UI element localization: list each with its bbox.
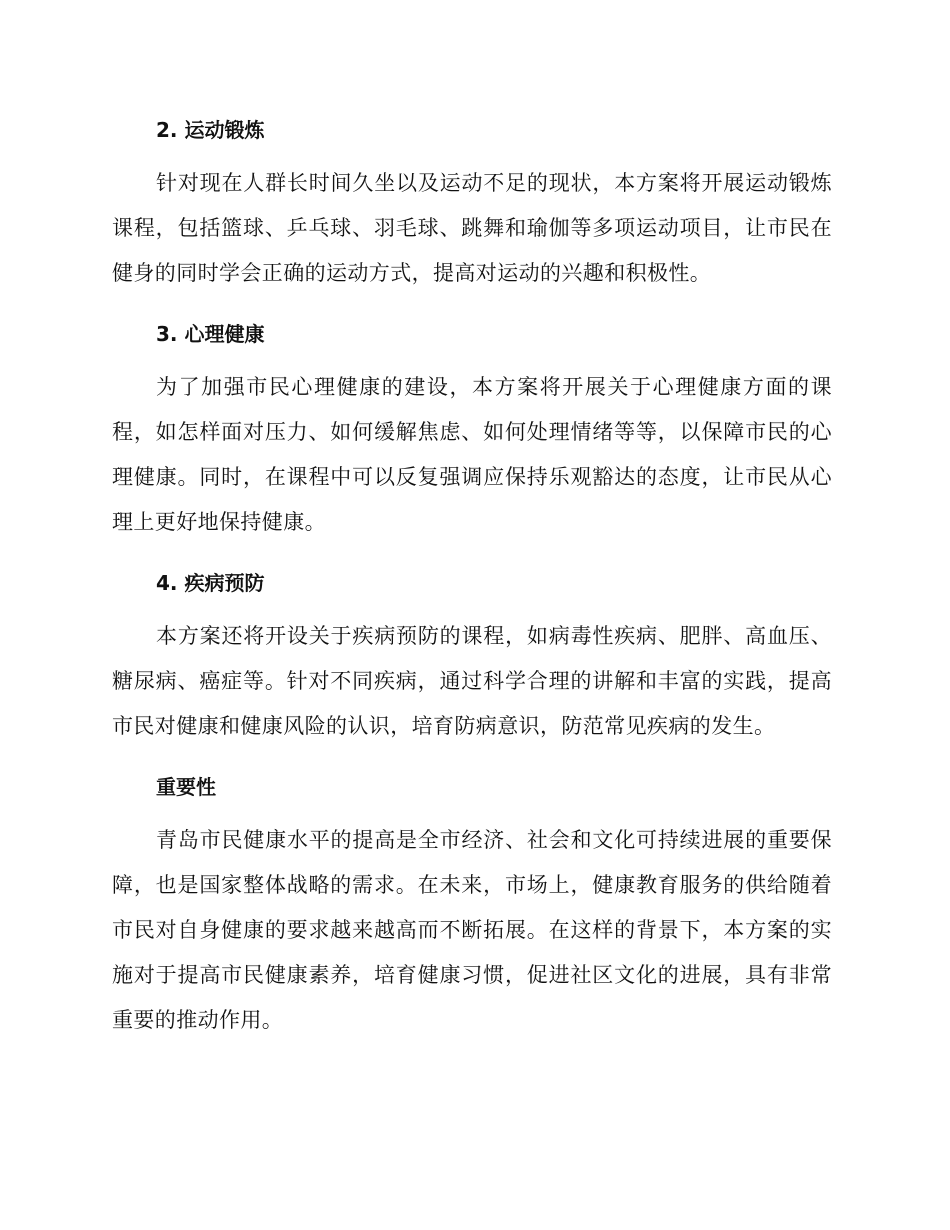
section-body-importance: 青岛市民健康水平的提高是全市经济、社会和文化可持续进展的重要保障，也是国家整体战略的需求。在未来，市场上，健康教育服务的供给随着市民对自身健康的要求越来越高而不断拓展。在这样的背景下，本方案的实施对于提高市民健康素养，培育健康习惯，促进社区文化的进展，具有非常重要的推动作用。	[112, 828, 832, 1032]
section-heading-exercise: 2. 运动锻炼	[156, 118, 265, 142]
section-body-mental-health: 为了加强市民心理健康的建设，本方案将开展关于心理健康方面的课程，如怎样面对压力、如何缓解焦虑、如何处理情绪等等，以保障市民的心理健康。同时，在课程中可以反复强调应保持乐观豁达的态度，让市民从心理上更好地保持健康。	[112, 375, 832, 534]
section-body-exercise: 针对现在人群长时间久坐以及运动不足的现状，本方案将开展运动锻炼课程，包括篮球、乒乓球、羽毛球、跳舞和瑜伽等多项运动项目，让市民在健身的同时学会正确的运动方式，提高对运动的兴趣和积极性。	[112, 171, 832, 285]
section-heading-disease-prevention: 4. 疾病预防	[156, 571, 265, 595]
section-body-disease-prevention: 本方案还将开设关于疾病预防的课程，如病毒性疾病、肥胖、高血压、糖尿病、癌症等。针对不同疾病，通过科学合理的讲解和丰富的实践，提高市民对健康和健康风险的认识，培育防病意识，防范常见疾病的发生。	[112, 624, 832, 738]
section-heading-mental-health: 3. 心理健康	[156, 322, 265, 346]
document-content	[112, 110, 832, 1043]
section-heading-importance: 重要性	[156, 775, 216, 799]
